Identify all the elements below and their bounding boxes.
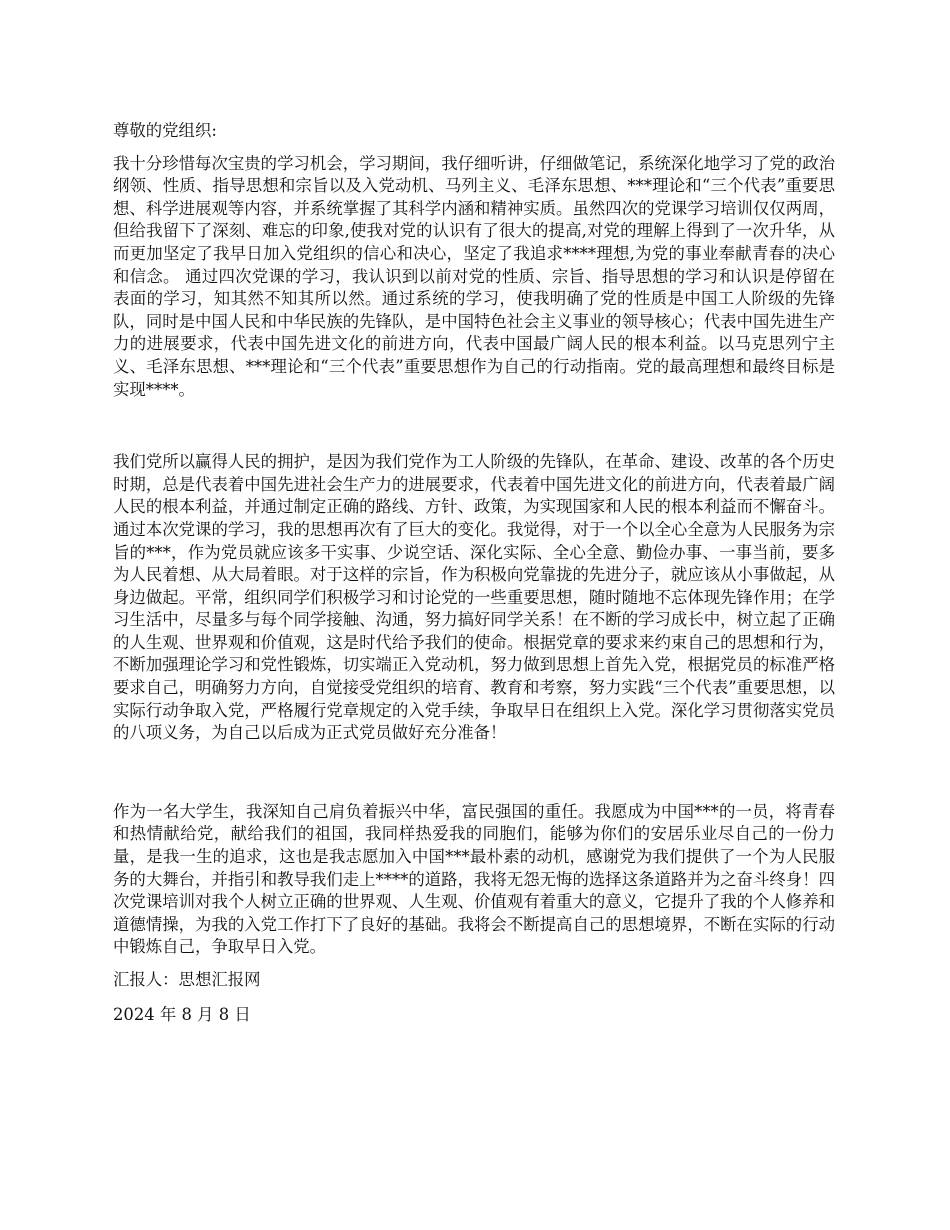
paragraph-2: 我们党所以赢得人民的拥护，是因为我们党作为工人阶级的先锋队，在革命、建设、改革的各个历史时期，总是代表着中国先进社会生产力的进展要求，代表着中国先进文化的前进方向，代表着最广阔人民的根本利益，并通过制定正确的路线、方针、政策，为实现国家和人民的根本利益而不懈奋斗。 通过本次党课的学习，我的思想再次有了巨大的变化。我觉得，对于一个以全心全意为人民服务为宗旨的***，作为党员就应该多干实事、少说空话、深化实际、全心全意、勤俭办事、一事当前，要多为人民着想、从大局着眼。对于这样的宗旨，作为积极向党靠拢的先进分子，就应该从小事做起，从身边做起。平常，组织同学们积极学习和讨论党的一些重要思想，随时随地不忘体现先锋作用；在学习生活中，尽量多与每个同学接触、沟通，努力搞好同学关系！在不断的学习成长中，树立起了正确的人生观、世界观和价值观，这是时代给予我们的使命。根据党章的要求来约束自己的思想和行为，不断加强理论学习和党性锻炼，切实端正入党动机，努力做到思想上首先入党，根据党员的标准严格要求自己，明确努力方向，自觉接受党组织的培育、教育和考察，努力实践“三个代表”重要思想，以实际行动争取入党，严格履行党章规定的入党手续，争取早日在组织上入党。深化学习贯彻落实党员的八项义务，为自己以后成为正式党员做好充分准备！: [113, 452, 835, 743]
paragraph-spacer: [113, 745, 835, 801]
paragraph-1: 我十分珍惜每次宝贵的学习机会，学习期间，我仔细听讲，仔细做笔记，系统深化地学习了党的政治纲领、性质、指导思想和宗旨以及入党动机、马列主义、毛泽东思想、***理论和“三个代表”重要思想、科学进展观等内容，并系统掌握了其科学内涵和精神实质。虽然四次的党课学习培训仅仅两周，但给我留下了深刻、难忘的印象,使我对党的认识有了很大的提高,对党的理解上得到了一次升华，从而更加坚定了我早日加入党组织的信心和决心，坚定了我追求****理想,为党的事业奉献青春的决心和信念。 通过四次党课的学习，我认识到以前对党的性质、宗旨、指导思想的学习和认识是停留在表面的学习，知其然不知其所以然。通过系统的学习，使我明确了党的性质是中国工人阶级的先锋队，同时是中国人民和中华民族的先锋队，是中国特色社会主义事业的领导核心；代表中国先进生产力的进展要求，代表中国先进文化的前进方向，代表中国最广阔人民的根本利益。以马克思列宁主义、毛泽东思想、***理论和“三个代表”重要思想作为自己的行动指南。党的最高理想和最终目标是实现****。: [113, 153, 835, 399]
report-date: 2024 年 8 月 8 日: [113, 1004, 251, 1024]
greeting: 尊敬的党组织:: [113, 121, 217, 140]
document-page: [113, 120, 835, 1026]
signature: 汇报人：思想汇报网: [113, 970, 261, 989]
paragraph-spacer: [113, 401, 835, 451]
paragraph-3: 作为一名大学生，我深知自己肩负着振兴中华，富民强国的重任。我愿成为中国***的一员，将青春和热情献给党，献给我们的祖国，我同样热爱我的同胞们，能够为你们的安居乐业尽自己的一份力量，是我一生的追求，这也是我志愿加入中国***最朴素的动机，感谢党为我们提供了一个为人民服务的大舞台，并指引和教导我们走上****的道路，我将无怨无悔的选择这条道路并为之奋斗终身！四次党课培训对我个人树立正确的世界观、人生观、价值观有着重大的意义，它提升了我的个人修养和道德情操，为我的入党工作打下了良好的基础。我将会不断提高自己的思想境界，不断在实际的行动中锻炼自己，争取早日入党。: [113, 801, 835, 957]
